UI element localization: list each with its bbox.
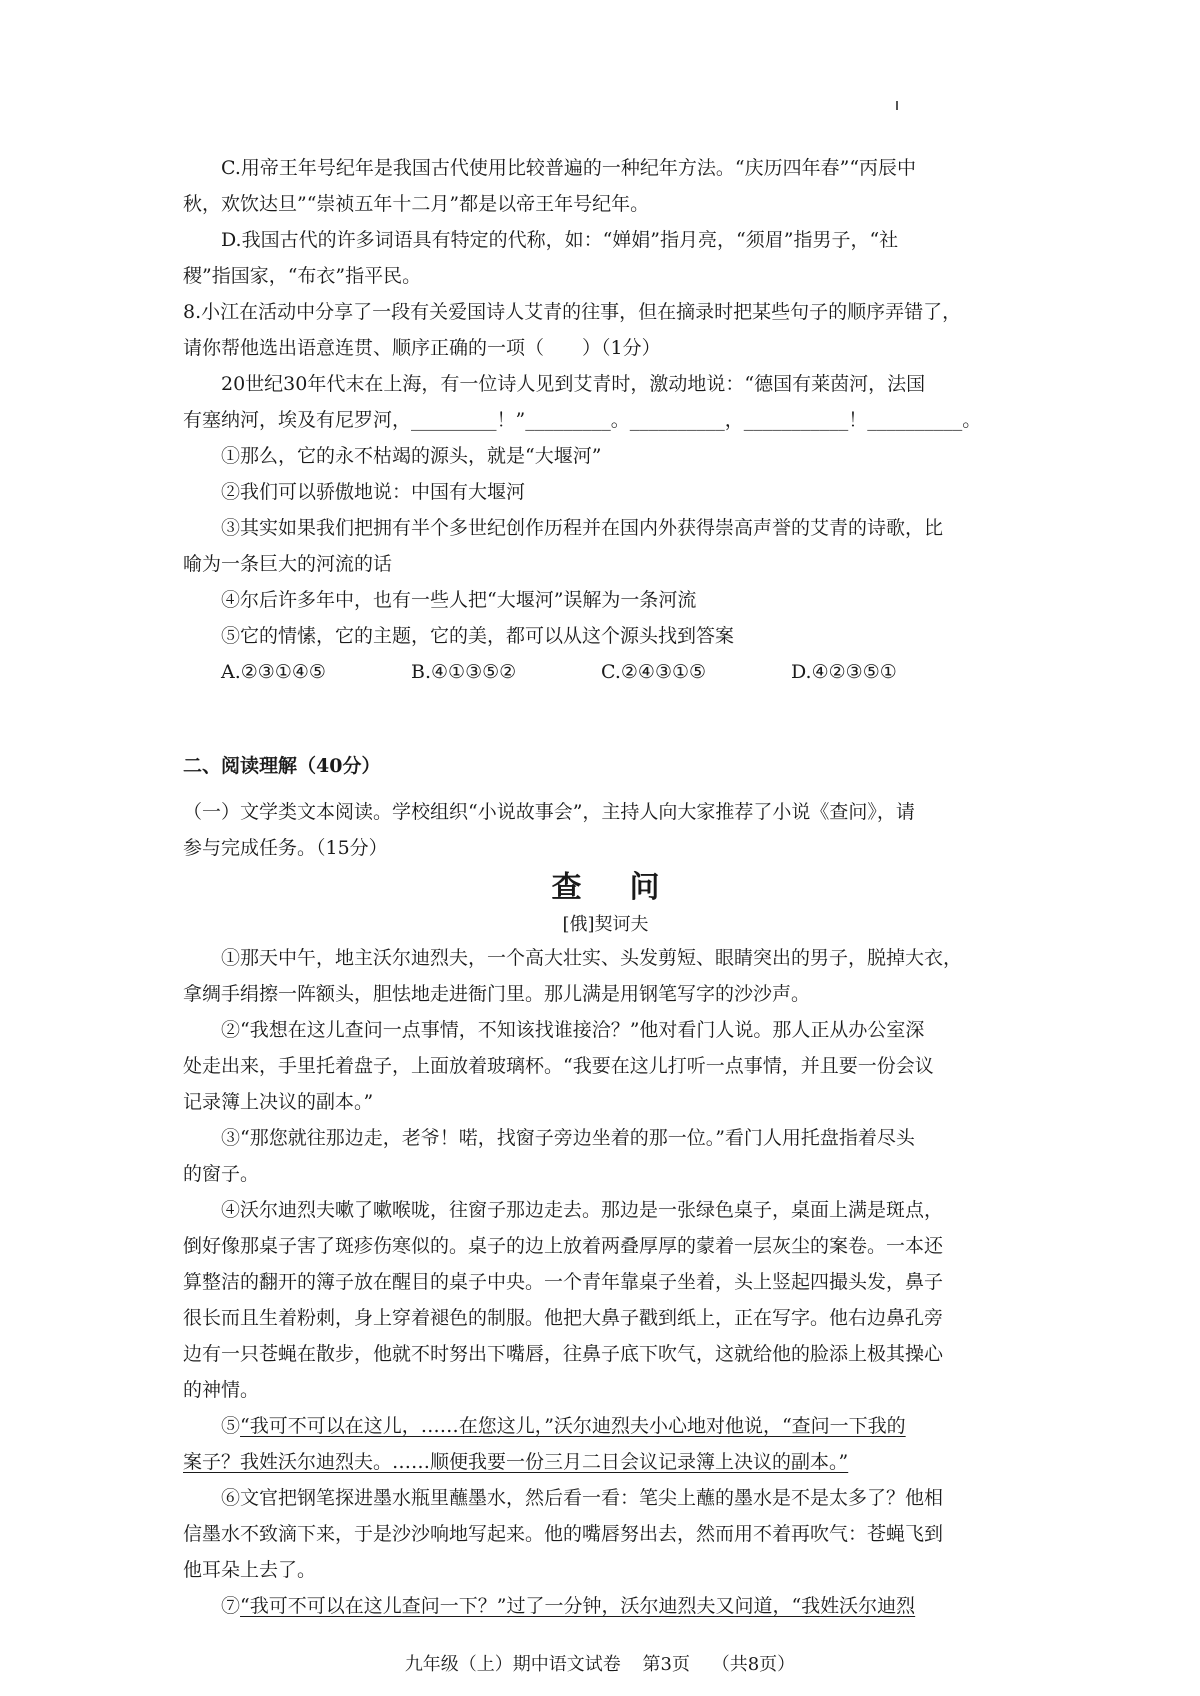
story-p1-line2: 拿绸手绢擦一阵额头，胆怯地走进衙门里。那儿满是用钢笔写字的沙沙声。 bbox=[183, 983, 811, 1005]
q8-option-c: C.②④③①⑤ bbox=[601, 661, 707, 683]
section-intro-line1: （一）文学类文本阅读。学校组织“小说故事会”，主持人向大家推荐了小说《查问》，请 bbox=[183, 801, 915, 823]
story-p6-line2: 信墨水不致滴下来，于是沙沙响地写起来。他的嘴唇努出去，然而用不着再吹气：苍蝇飞到 bbox=[183, 1523, 944, 1545]
story-p4-line2: 倒好像那桌子害了斑疹伤寒似的。桌子的边上放着两叠厚厚的蒙着一层灰尘的案卷。一本还 bbox=[183, 1235, 944, 1257]
story-p4-line5: 边有一只苍蝇在散步，他就不时努出下嘴唇，往鼻子底下吹气，这就给他的脸添上极其操心 bbox=[183, 1343, 944, 1365]
story-p2-line1: ②“我想在这儿查问一点事情，不知该找谁接洽？”他对看门人说。那人正从办公室深 bbox=[221, 1019, 925, 1041]
footer-page-number: 第3页 bbox=[642, 1654, 690, 1675]
q8-sentence-1: ①那么，它的永不枯竭的源头，就是“大堰河” bbox=[221, 445, 602, 467]
q8-stem-line2: 请你帮他选出语意连贯、顺序正确的一项（ ）（1分） bbox=[183, 337, 661, 359]
story-p3-line1: ③“那您就往那边走，老爷！喏，找窗子旁边坐着的那一位。”看门人用托盘指着尽头 bbox=[221, 1127, 915, 1149]
story-p5-underlined-2: 案子？我姓沃尔迪烈夫。……顺便我要一份三月二日会议记录簿上决议的副本。” bbox=[183, 1451, 849, 1473]
q7-option-c-line2: 秋，欢饮达旦”“崇祯五年十二月”都是以帝王年号纪年。 bbox=[183, 193, 650, 215]
story-p6-line3: 他耳朵上去了。 bbox=[183, 1559, 317, 1581]
q8-sentence-3-line2: 喻为一条巨大的河流的话 bbox=[183, 553, 393, 575]
q8-sentence-4: ④尔后许多年中，也有一些人把“大堰河”误解为一条河流 bbox=[221, 589, 697, 611]
page-content bbox=[183, 150, 1028, 1624]
q8-passage-line2: 有塞纳河，埃及有尼罗河，_________！”_________。__________，___________！__________。 bbox=[183, 409, 982, 431]
q8-option-a: A.②③①④⑤ bbox=[221, 661, 326, 683]
story-p4-line6: 的神情。 bbox=[183, 1379, 260, 1401]
story-p2-line3: 记录簿上决议的副本。” bbox=[183, 1091, 374, 1113]
q8-stem-line1: 8.小江在活动中分享了一段有关爱国诗人艾青的往事，但在摘录时把某些句子的顺序弄错了， bbox=[183, 301, 962, 323]
story-p5-underlined-1: “我可不可以在这儿，……在您这儿，”沃尔迪烈夫小心地对他说，“查问一下我的 bbox=[240, 1415, 906, 1437]
story-p2-line2: 处走出来，手里托着盘子，上面放着玻璃杯。“我要在这儿打听一点事情，并且要一份会议 bbox=[183, 1055, 934, 1077]
q8-sentence-5: ⑤它的情愫，它的主题，它的美，都可以从这个源头找到答案 bbox=[221, 625, 735, 647]
story-p7-line1 bbox=[183, 1588, 1028, 1624]
story-p7-underlined-1: “我可不可以在这儿查问一下？”过了一分钟，沃尔迪烈夫又问道，“我姓沃尔迪烈 bbox=[240, 1595, 916, 1617]
section-heading: 二、阅读理解（40分） bbox=[183, 755, 381, 777]
q8-sentence-3-line1: ③其实如果我们把拥有半个多世纪创作历程并在国内外获得崇高声誉的艾青的诗歌，比 bbox=[221, 517, 944, 539]
story-p7-number: ⑦ bbox=[221, 1595, 241, 1617]
q7-option-d-line2: 稷”指国家，“布衣”指平民。 bbox=[183, 265, 422, 287]
section-intro-line2: 参与完成任务。（15分） bbox=[183, 837, 388, 859]
story-p5-line1 bbox=[183, 1408, 1028, 1444]
q8-option-b: B.④①③⑤② bbox=[411, 661, 517, 683]
q7-option-c-line1: C.用帝王年号纪年是我国古代使用比较普遍的一种纪年方法。“庆历四年春”“丙辰中 bbox=[221, 157, 917, 179]
story-p4-line3: 算整洁的翻开的簿子放在醒目的桌子中央。一个青年靠桌子坐着，头上竖起四撮头发，鼻子 bbox=[183, 1271, 944, 1293]
story-p6-line1: ⑥文官把钢笔探进墨水瓶里蘸墨水，然后看一看：笔尖上蘸的墨水是不是太多了？他相 bbox=[221, 1487, 944, 1509]
footer-exam-title: 九年级（上）期中语文试卷 bbox=[404, 1654, 621, 1675]
story-p3-line2: 的窗子。 bbox=[183, 1163, 260, 1185]
q8-passage-line1: 20世纪30年代末在上海，有一位诗人见到艾青时，激动地说：“德国有莱茵河，法国 bbox=[221, 373, 926, 395]
story-title: 查问 bbox=[551, 870, 708, 905]
q8-option-d: D.④②③⑤① bbox=[791, 661, 897, 683]
page-footer bbox=[0, 1650, 1200, 1676]
footer-total-pages: （共8页） bbox=[711, 1654, 796, 1675]
story-p5-number: ⑤ bbox=[221, 1415, 241, 1437]
story-author: [俄]契诃夫 bbox=[562, 914, 649, 935]
story-p5-line2 bbox=[183, 1444, 1028, 1480]
scan-mark bbox=[896, 101, 898, 110]
story-p1-line1: ①那天中午，地主沃尔迪烈夫，一个高大壮实、头发剪短、眼睛突出的男子，脱掉大衣， bbox=[221, 947, 963, 969]
q8-options bbox=[183, 654, 1028, 690]
story-p4-line1: ④沃尔迪烈夫嗽了嗽喉咙，往窗子那边走去。那边是一张绿色桌子，桌面上满是斑点， bbox=[221, 1199, 944, 1221]
story-p4-line4: 很长而且生着粉刺，身上穿着褪色的制服。他把大鼻子戳到纸上，正在写字。他右边鼻孔旁 bbox=[183, 1307, 944, 1329]
q8-sentence-2: ②我们可以骄傲地说：中国有大堰河 bbox=[221, 481, 526, 503]
q7-option-d-line1: D.我国古代的许多词语具有特定的代称，如：“婵娟”指月亮，“须眉”指男子，“社 bbox=[221, 229, 899, 251]
